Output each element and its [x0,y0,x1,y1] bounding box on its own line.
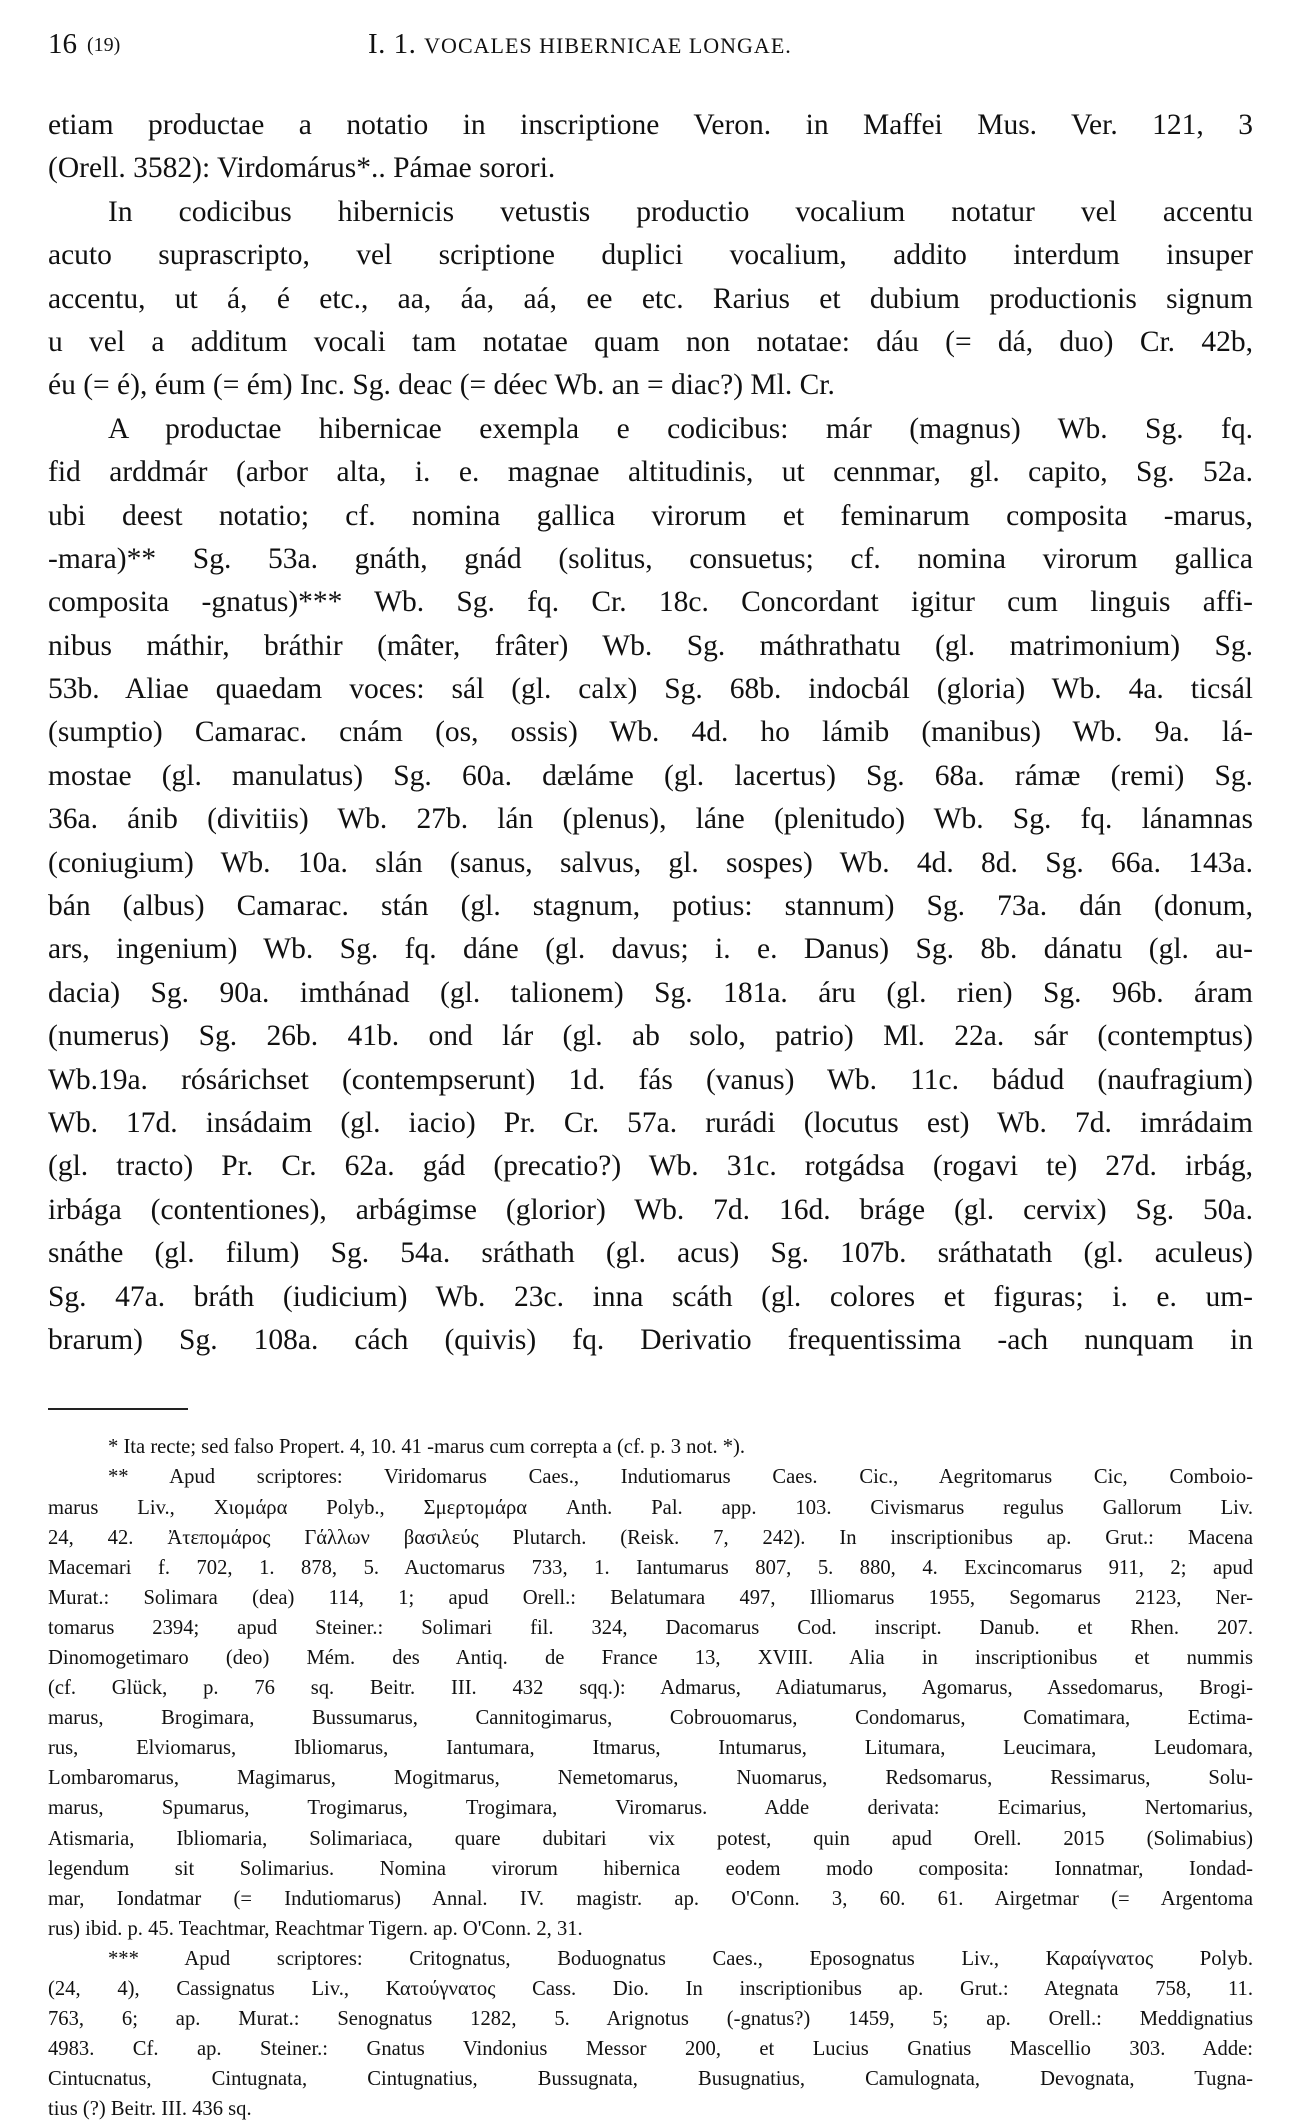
footnotes [48,1432,1253,2124]
text-line: Wb. 17d. insádaim (gl. iacio) Pr. Cr. 57a. rurádi (locutus est) Wb. 7d. imrádaim [48,1106,1253,1139]
text-line: (Orell. 3582): Virdomárus*.. Pámae sorori. [48,152,556,185]
page-number-text: 16 [48,28,77,60]
text-line: A productae hibernicae exempla e codicibus: már (magnus) Wb. Sg. fq. [108,412,1253,445]
footnote-line: Murat.: Solimara (dea) 114, 1; apud Orell.: Belatumara 497, Illiomarus 1955, Segomarus 2123, Ner- [48,1586,1253,1609]
text-line: mostae (gl. manulatus) Sg. 60a. dæláme (gl. lacertus) Sg. 68a. rámæ (remi) Sg. [48,759,1253,792]
text-line: accentu, ut á, é etc., aa, áa, aá, ee etc. Rarius et dubium productionis signum [48,282,1253,315]
text-line: ars, ingenium) Wb. Sg. fq. dáne (gl. davus; i. e. Danus) Sg. 8b. dánatu (gl. au- [48,933,1253,966]
footnote-line: (24, 4), Cassignatus Liv., Κατούγνατος Cass. Dio. In inscriptionibus ap. Grut.: Ategnata 758, 11. [48,1978,1253,2001]
footnote-line: 763, 6; ap. Murat.: Senognatus 1282, 5. Arignotus (-gnatus?) 1459, 5; ap. Orell.: Meddignatius [48,2008,1253,2031]
running-head-title: VOCALES HIBERNICAE LONGAE. [424,33,792,58]
text-line: 36a. ánib (divitiis) Wb. 27b. lán (plenus), láne (plenitudo) Wb. Sg. fq. lánamnas [48,803,1253,836]
page-number [48,24,120,65]
footnote-line: Cintucnatus, Cintugnata, Cintugnatius, Bussugnata, Busugnatius, Camulognata, Devognata, Tugna- [48,2068,1253,2091]
footnote-line: marus Liv., Χιομάρα Polyb., Σμερτομάρα Anth. Pal. app. 103. Civismarus regulus Gallorum Liv. [48,1496,1253,1519]
text-line: 53b. Aliae quaedam voces: sál (gl. calx) Sg. 68b. indocbál (gloria) Wb. 4a. ticsál [48,673,1253,706]
text-line: composita -gnatus)*** Wb. Sg. fq. Cr. 18c. Concordant igitur cum linguis affi- [48,586,1253,619]
footnote-line: Atismaria, Ibliomaria, Solimariaca, quare dubitari vix potest, quin apud Orell. 2015 (Solimabius) [48,1827,1253,1850]
footnote-line: Lombaromarus, Magimarus, Mogitmarus, Nemetomarus, Nuomarus, Redsomarus, Ressimarus, Solu- [48,1767,1253,1790]
text-line: (sumptio) Camarac. cnám (os, ossis) Wb. 4d. ho lámib (manibus) Wb. 9a. lá- [48,716,1253,749]
text-line: Sg. 47a. bráth (iudicium) Wb. 23c. inna scáth (gl. colores et figuras; i. e. um- [48,1280,1253,1313]
text-line: fid arddmár (arbor alta, i. e. magnae altitudinis, ut cennmar, gl. capito, Sg. 52a. [48,456,1253,489]
footnote-line: marus, Spumarus, Trogimarus, Trogimara, Viromarus. Adde derivata: Ecimarius, Nertomarius, [48,1797,1253,1820]
text-line: bán (albus) Camarac. stán (gl. stagnum, potius: stannum) Sg. 73a. dán (donum, [48,890,1253,923]
footnote-line: * Ita recte; sed falso Propert. 4, 10. 41 -marus cum correpta a (cf. p. 3 not. *). [108,1436,746,1459]
footnote-separator [48,1408,188,1410]
text-line: brarum) Sg. 108a. cách (quivis) fq. Derivatio frequentissima -ach nunquam in [48,1323,1253,1356]
text-line: (numerus) Sg. 26b. 41b. ond lár (gl. ab solo, patrio) Ml. 22a. sár (contemptus) [48,1020,1253,1053]
text-line: -mara)** Sg. 53a. gnáth, gnád (solitus, consuetus; cf. nomina virorum gallica [48,542,1253,575]
text-line: (coniugium) Wb. 10a. slán (sanus, salvus, gl. sospes) Wb. 4d. 8d. Sg. 66a. 143a. [48,846,1253,879]
main-text [48,104,1253,1362]
page-header [48,24,1253,64]
text-line: u vel a additum vocali tam notatae quam non notatae: dáu (= dá, duo) Cr. 42b, [48,325,1253,358]
footnote-line: Macemari f. 702, 1. 878, 5. Auctomarus 733, 1. Iantumarus 807, 5. 880, 4. Excincomarus 911, 2; apud [48,1556,1253,1579]
text-line: acuto suprascripto, vel scriptione duplici vocalium, addito interdum insuper [48,239,1253,272]
footnote-line: (cf. Glück, p. 76 sq. Beitr. III. 432 sqq.): Admarus, Adiatumarus, Agomarus, Assedomarus, Brogi- [48,1677,1253,1700]
running-head [368,24,792,66]
text-line: etiam productae a notatio in inscriptione Veron. in Maffei Mus. Ver. 121, 3 [48,109,1253,141]
footnote-line: rus, Elviomarus, Ibliomarus, Iantumara, Itmarus, Intumarus, Litumara, Leucimara, Leudomara, [48,1737,1253,1760]
running-head-prefix: I. 1. [368,28,417,60]
text-line: dacia) Sg. 90a. imthánad (gl. talionem) Sg. 181a. áru (gl. rien) Sg. 96b. áram [48,976,1253,1009]
footnote-line: ** Apud scriptores: Viridomarus Caes., Indutiomarus Caes. Cic., Aegritomarus Cic, Comboio- [108,1466,1253,1489]
footnote-line: tomarus 2394; apud Steiner.: Solimari fil. 324, Dacomarus Cod. inscript. Danub. et Rhen. 207. [48,1616,1253,1639]
text-line: Wb.19a. rósárichset (contempserunt) 1d. fás (vanus) Wb. 11c. bádud (naufragium) [48,1063,1253,1096]
footnote-line: 24, 42. Ἀτεπομάρος Γάλλων βασιλεύς Plutarch. (Reisk. 7, 242). In inscriptionibus ap. Grut.: Macena [48,1526,1253,1549]
footnote-line: tius (?) Beitr. III. 436 sq. [48,2098,252,2121]
footnote-line: legendum sit Solimarius. Nomina virorum hibernica eodem modo composita: Ionnatmar, Iondad- [48,1857,1253,1880]
book-page [48,24,1253,2124]
text-line: ubi deest notatio; cf. nomina gallica virorum et feminarum composita -marus, [48,499,1253,532]
text-line: snáthe (gl. filum) Sg. 54a. sráthath (gl. acus) Sg. 107b. sráthatath (gl. aculeus) [48,1237,1253,1270]
footnote-line: *** Apud scriptores: Critognatus, Boduognatus Caes., Eposognatus Liv., Καραίγνατος Polyb. [108,1947,1253,1970]
text-line: nibus máthir, bráthir (mâter, frâter) Wb. Sg. máthrathatu (gl. matrimonium) Sg. [48,629,1253,662]
original-page-number: (19) [87,34,121,56]
text-line: éu (= é), éum (= ém) Inc. Sg. deac (= déec Wb. an = diac?) Ml. Cr. [48,369,835,402]
footnote-line: Dinomogetimaro (deo) Mém. des Antiq. de France 13, XVIII. Alia in inscriptionibus et nummis [48,1646,1253,1669]
text-line: (gl. tracto) Pr. Cr. 62a. gád (precatio?) Wb. 31c. rotgádsa (rogavi te) 27d. irbág, [48,1150,1253,1183]
text-line: In codicibus hibernicis vetustis productio vocalium notatur vel accentu [108,195,1253,228]
footnote-line: rus) ibid. p. 45. Teachtmar, Reachtmar Tigern. ap. O'Conn. 2, 31. [48,1917,583,1940]
text-line: irbága (contentiones), arbágimse (glorior) Wb. 7d. 16d. bráge (gl. cervix) Sg. 50a. [48,1193,1253,1226]
footnote-line: marus, Brogimara, Bussumarus, Cannitogimarus, Cobrouomarus, Condomarus, Comatimara, Ectima- [48,1707,1253,1730]
footnote-line: mar, Iondatmar (= Indutiomarus) Annal. IV. magistr. ap. O'Conn. 3, 60. 61. Airgetmar (= Argentoma [48,1887,1253,1910]
footnote-line: 4983. Cf. ap. Steiner.: Gnatus Vindonius Messor 200, et Lucius Gnatius Mascellio 303. Adde: [48,2038,1253,2061]
